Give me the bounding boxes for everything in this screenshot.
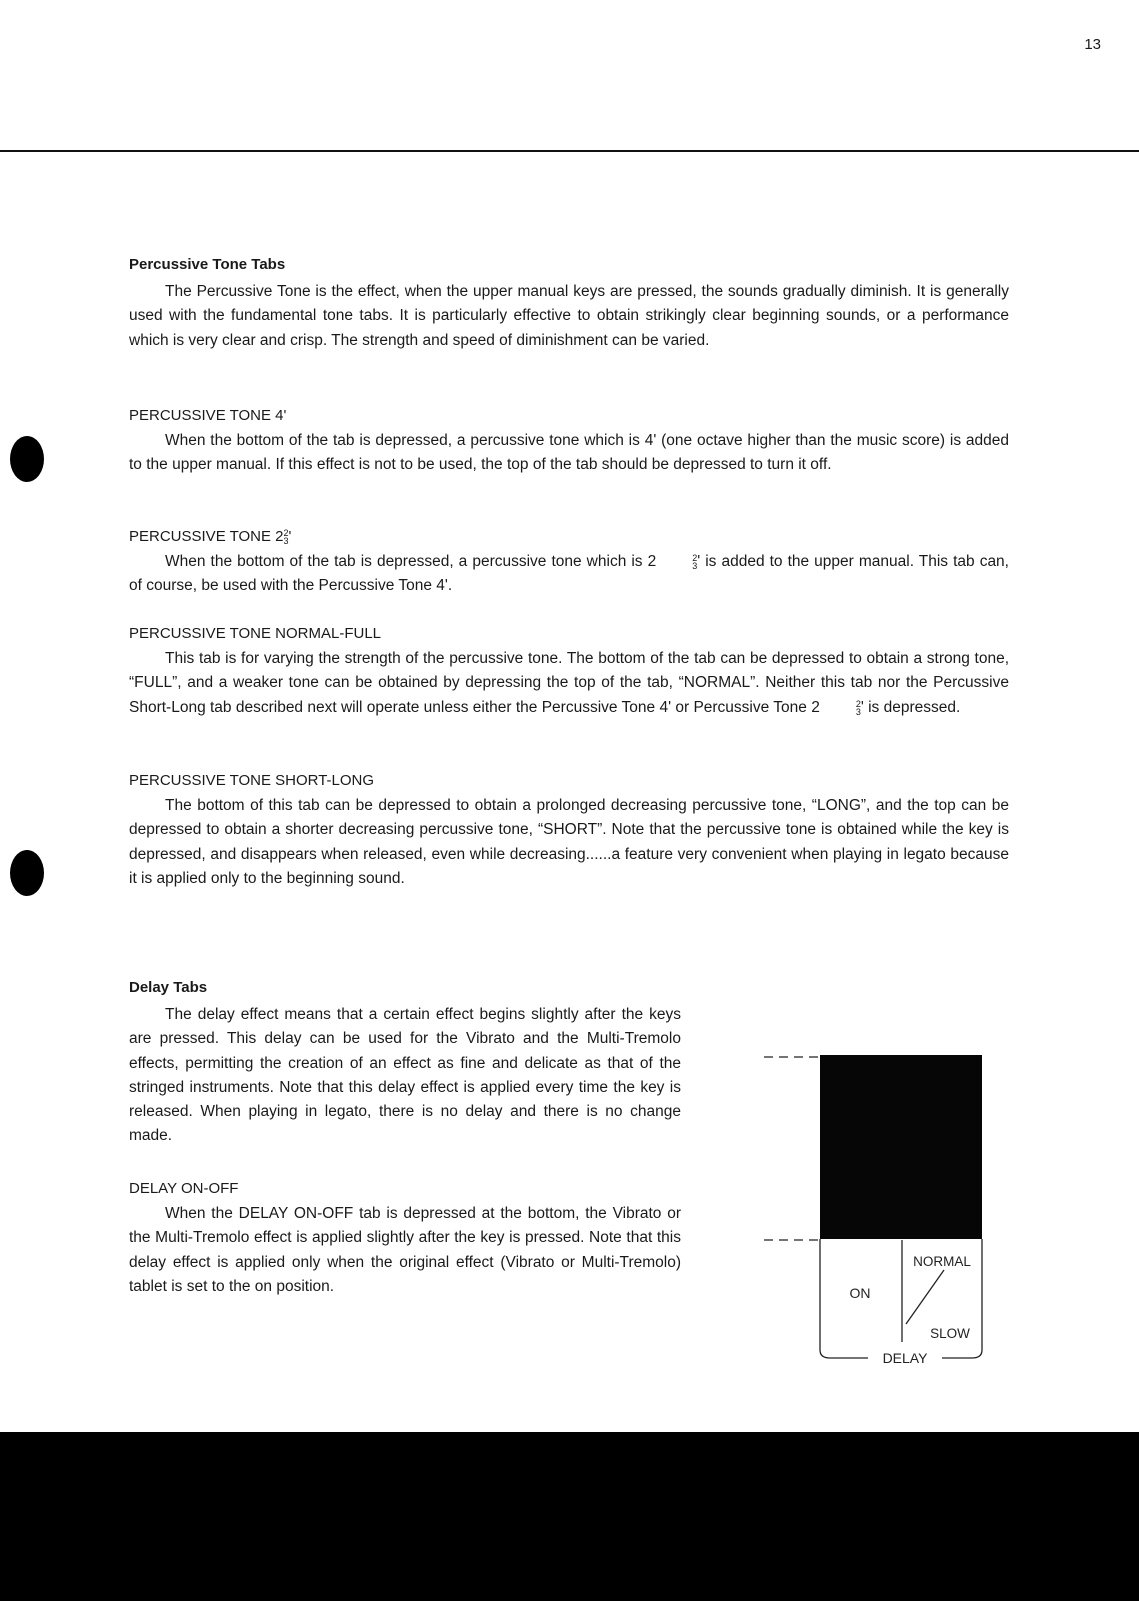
percussive-tone-223-title <box>129 528 291 545</box>
percussive-tone-4-body: When the bottom of the tab is depressed, a percussive tone which is 4' (one octave higher than the music score) is added to the upper manual. If this effect is not to be used, the top of the tab should be depressed to turn it off. <box>129 432 1009 474</box>
percussive-tone-223-body-before: When the bottom of the tab is depressed, a percussive tone which is 2 <box>165 553 657 570</box>
percussive-tone-4-title: PERCUSSIVE TONE 4' <box>129 407 287 424</box>
diagram-delay-label: DELAY <box>882 1350 928 1366</box>
fraction-two-thirds <box>656 554 697 570</box>
fraction-denominator: 3 <box>855 706 861 717</box>
delay-on-off-title: DELAY ON-OFF <box>129 1180 239 1197</box>
fraction-numerator: 2 <box>692 553 698 563</box>
header-rule <box>0 150 1139 152</box>
scan-bottom-edge <box>0 1432 1139 1601</box>
fraction-numerator: 2 <box>283 528 289 538</box>
fraction-denominator: 3 <box>283 536 289 546</box>
percussive-tone-223-title-prefix: PERCUSSIVE TONE 2 <box>129 528 284 545</box>
diagram-on-label: ON <box>849 1285 871 1301</box>
depressed-tab-block <box>820 1055 982 1239</box>
normal-slow-slash <box>906 1270 944 1324</box>
page-number: 13 <box>1084 36 1101 53</box>
delay-section-heading: Delay Tabs <box>129 979 208 996</box>
percussive-normal-full-title: PERCUSSIVE TONE NORMAL-FULL <box>129 625 382 642</box>
punch-hole-upper <box>10 436 44 482</box>
percussive-intro: The Percussive Tone is the effect, when the upper manual keys are pressed, the sounds gradually diminish. It is generally used with the fundamental tone tabs. It is particularly effective to obtain strikingly clear beginning sounds, or a performance which is very clear and crisp. The strength and speed of diminishment can be varied. <box>129 283 1009 349</box>
percussive-normal-full-body <box>129 647 1009 720</box>
percussive-normal-full-body-after: ' is depressed. <box>860 698 961 716</box>
percussive-tone-223-title-suffix: ' <box>288 528 292 545</box>
percussive-normal-full-body-before: This tab is for varying the strength of the percussive tone. The bottom of the tab can be depressed to obtain a strong tone, “FULL”, and a weaker tone can be obtained by depressing the top of the tab, “NORMAL”. Neither this tab nor the Percussive Short-Long tab described next will operate unless either the Percussive Tone 4' or Percussive Tone 2 <box>129 650 1009 716</box>
delay-on-off-body: When the DELAY ON-OFF tab is depressed at the bottom, the Vibrato or the Multi-Tremolo effect is applied slightly after the key is pressed. Note that this delay effect is applied only when the original effect (Vibrato or Multi-Tremolo) tablet is set to the on position. <box>129 1205 681 1295</box>
percussive-tone-223-body <box>129 550 1009 599</box>
fraction-denominator: 3 <box>692 561 698 571</box>
delay-intro: The delay effect means that a certain effect begins slightly after the keys are pressed. This delay can be used for the Vibrato and the Multi-Tremolo effects, permitting the creation of an effect as fine and delicate as that of the stringed instruments. Note that this delay effect is applied every time the key is released. When playing in legato, there is no delay and there is no change made. <box>129 1006 681 1145</box>
diagram-slow-label: SLOW <box>930 1326 970 1341</box>
punch-hole-lower <box>10 850 44 896</box>
percussive-tone-223-body-after: ' is added to the upper manual. This tab can, of course, be used with the Percussive Tone 4'. <box>129 553 1009 595</box>
percussive-short-long-body: The bottom of this tab can be depressed to obtain a prolonged decreasing percussive tone, “LONG”, and the top can be depressed to obtain a shorter decreasing percussive tone, “SHORT”. Note that the percussive tone is obtained while the key is depressed, and disappears when released, even while decreasing......a feature very convenient when playing in legato because it is applied only to the beginning sound. <box>129 797 1009 887</box>
delay-tab-diagram-graphic <box>760 1052 1010 1382</box>
fraction-two-thirds <box>820 700 861 716</box>
diagram-normal-label: NORMAL <box>913 1254 971 1269</box>
delay-tab-diagram <box>760 1052 1010 1382</box>
percussive-short-long-title: PERCUSSIVE TONE SHORT-LONG <box>129 772 375 789</box>
fraction-numerator: 2 <box>855 698 861 709</box>
percussive-section-heading: Percussive Tone Tabs <box>129 256 286 273</box>
